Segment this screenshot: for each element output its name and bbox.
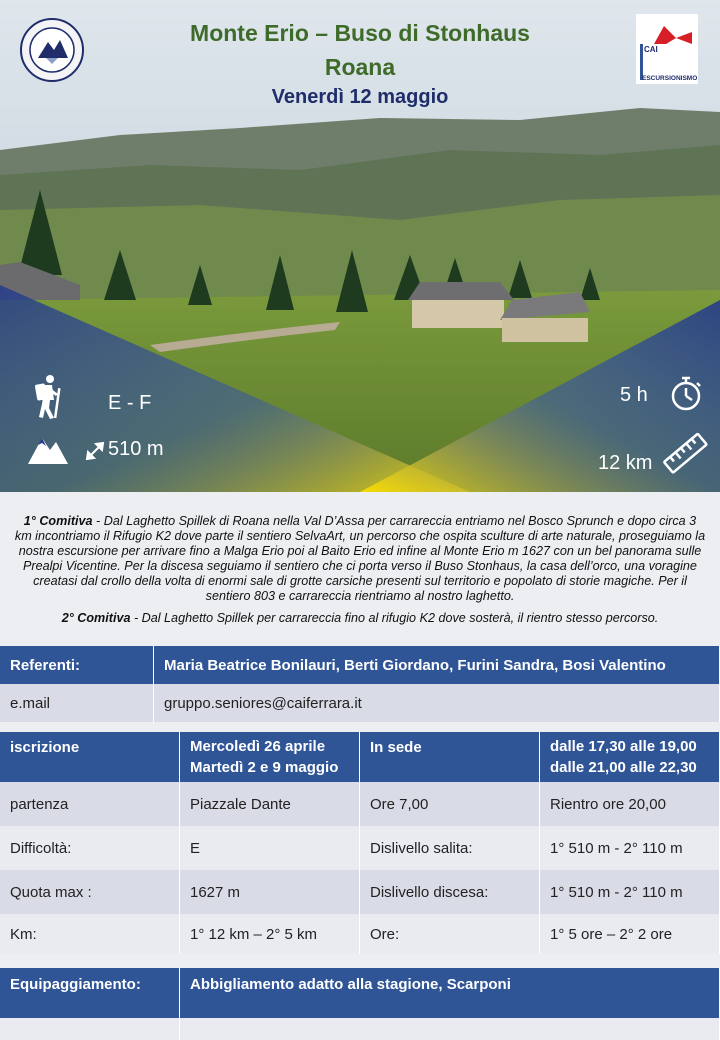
logo-cai-text: CAI — [644, 45, 658, 54]
email-row — [0, 684, 720, 722]
detail-value: 1° 12 km – 2° 5 km — [180, 914, 360, 954]
referenti-value: Maria Beatrice Bonilauri, Berti Giordano, Furini Sandra, Bosi Valentino — [154, 646, 720, 684]
detail-value-2: 1° 510 m - 2° 110 m — [540, 870, 720, 914]
route-description — [14, 514, 706, 626]
detail-value: Piazzale Dante — [180, 782, 360, 826]
referenti-label: Referenti: — [0, 646, 154, 684]
detail-value: E — [180, 826, 360, 870]
referenti-row — [0, 646, 720, 684]
registration-hours-2: dalle 21,00 alle 22,30 — [550, 759, 697, 776]
registration-date-2: Martedì 2 e 9 maggio — [190, 759, 339, 776]
escursionismo-logo — [636, 14, 698, 84]
group1-text: - Dal Laghetto Spillek di Roana nella Val D’Assa per carrareccia entriamo nel Bosco Sprunch e dopo circa 3 km incontriamo il Rifugio K2 dove parte il sentiero SelvaArt, un percorso che ospita sculture di arte naturale, proseguiamo la nostra escursione per arrivare fino a Malga Erio poi al Baito Erio ed infine al Monte Erio m 1627 con un bel panorama sulle Prealpi Vicentine. Per la discesa seguiamo il sentiero che ci porta verso il Buso Stonhaus, la casa dell’orco, una voragine creatasi dal crollo della volta di enormi sale di grotte carsiche presenti sul territorio e popolato di storie magiche. Per il sentiero 803 e carrareccia rientriamo al nostro laghetto. — [14, 514, 706, 603]
time-value: 5 h — [620, 384, 648, 406]
equipment-row — [0, 968, 720, 1018]
difficulty-value: E - F — [108, 392, 152, 414]
table-row — [0, 782, 720, 826]
hiker-icon — [28, 374, 68, 420]
detail-value: 1627 m — [180, 870, 360, 914]
detail-value-2: 1° 5 ore – 2° 2 ore — [540, 914, 720, 954]
equipment-spacer — [180, 1018, 720, 1040]
ruler-icon — [662, 432, 710, 476]
table-row — [0, 914, 720, 954]
detail-label-2: Ore: — [360, 914, 540, 954]
hike-title: Monte Erio – Buso di Stonhaus — [190, 20, 530, 46]
elevation-value: 510 m — [108, 438, 164, 460]
group2-text: - Dal Laghetto Spillek per carrareccia fino al rifugio K2 dove sosterà, il rientro stesso percorso. — [130, 611, 659, 626]
equipment-spacer-row — [0, 1018, 720, 1040]
detail-value-2: 1° 510 m - 2° 110 m — [540, 826, 720, 870]
mountain-icon — [26, 432, 70, 466]
table-row — [0, 826, 720, 870]
detail-value-2: Rientro ore 20,00 — [540, 782, 720, 826]
registration-dates — [180, 732, 360, 782]
equipment-value: Abbigliamento adatto alla stagione, Scarponi — [180, 968, 720, 1018]
table-row — [0, 870, 720, 914]
registration-place: In sede — [360, 732, 540, 782]
club-logo — [20, 18, 84, 82]
equipment-label: Equipaggiamento: — [0, 968, 180, 1018]
detail-label-2: Dislivello salita: — [360, 826, 540, 870]
stopwatch-icon — [668, 374, 704, 412]
group2-label: 2° Comitiva — [61, 611, 131, 626]
equipment-table — [0, 968, 720, 1040]
detail-label-2: Dislivello discesa: — [360, 870, 540, 914]
diagonal-arrow-icon — [84, 440, 106, 462]
registration-label: iscrizione — [0, 732, 180, 782]
detail-label: Quota max : — [0, 870, 180, 914]
distance-value: 12 km — [598, 452, 653, 474]
email-value[interactable]: gruppo.seniores@caiferrara.it — [154, 684, 720, 722]
hike-date: Venerdì 12 maggio — [271, 86, 449, 108]
registration-hours-1: dalle 17,30 alle 19,00 — [550, 738, 697, 755]
registration-hours — [540, 732, 720, 782]
contacts-table — [0, 646, 720, 722]
email-label: e.mail — [0, 684, 154, 722]
detail-label: partenza — [0, 782, 180, 826]
registration-date-1: Mercoledì 26 aprile — [190, 738, 326, 755]
registration-row — [0, 732, 720, 782]
detail-label-2: Ore 7,00 — [360, 782, 540, 826]
details-table — [0, 732, 720, 954]
logo-side-text: ESCURSIONISMO — [642, 75, 698, 82]
detail-label: Difficoltà: — [0, 826, 180, 870]
hike-place: Roana — [324, 54, 396, 80]
detail-label: Km: — [0, 914, 180, 954]
group1-paragraph — [14, 514, 706, 603]
group2-paragraph — [14, 611, 706, 626]
hero-banner — [0, 0, 720, 492]
equipment-spacer — [0, 1018, 180, 1040]
group1-label: 1° Comitiva — [23, 514, 93, 528]
